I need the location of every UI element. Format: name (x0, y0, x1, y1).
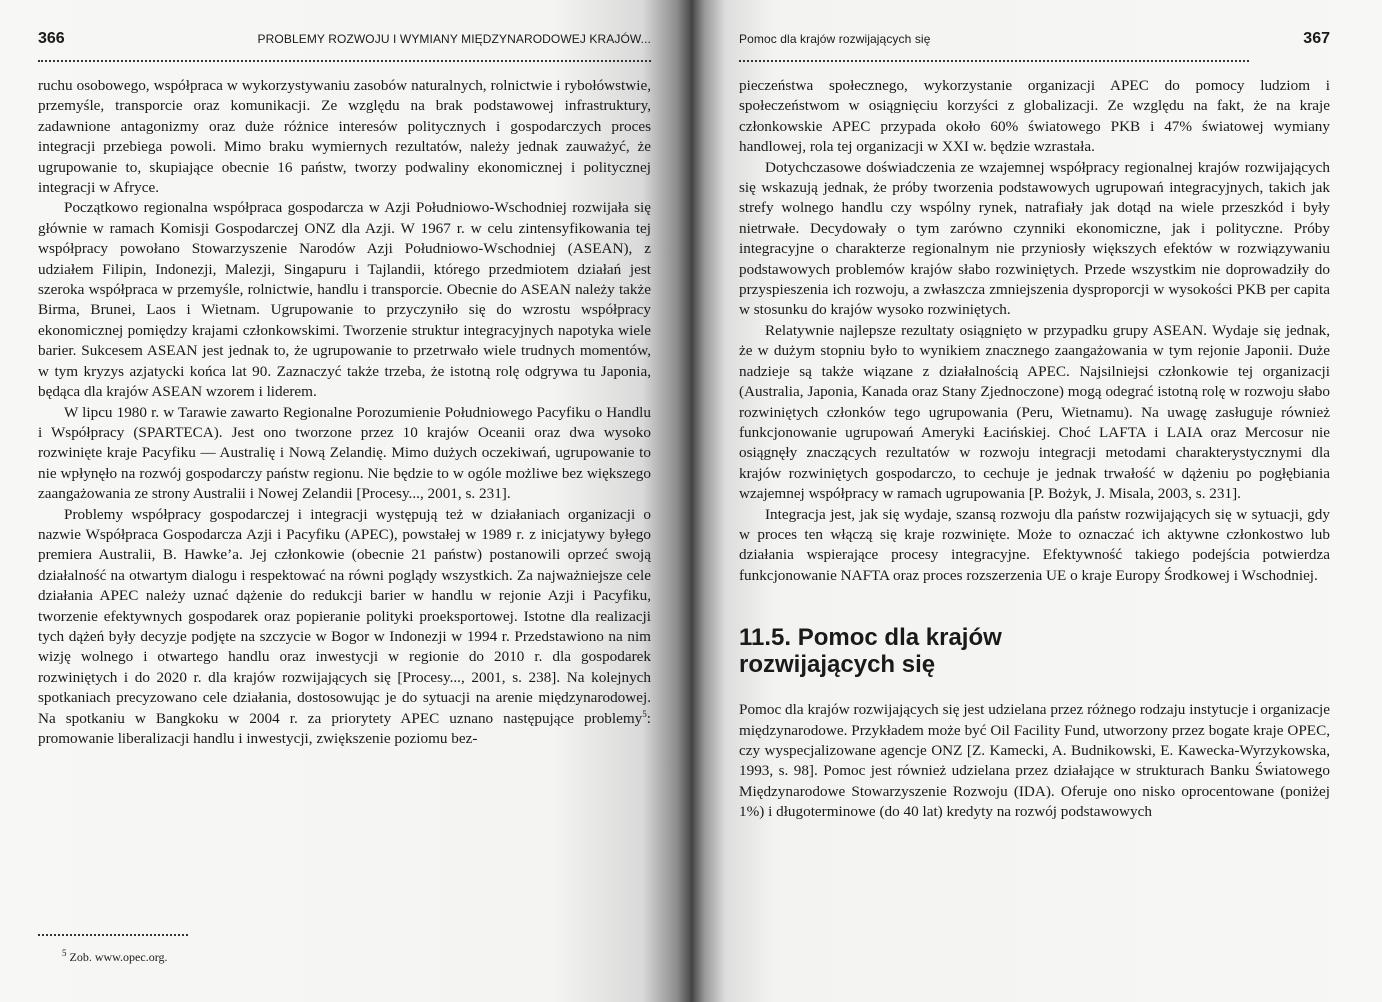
footnote-separator (38, 934, 188, 936)
left-page-number: 366 (38, 30, 65, 47)
right-page-number: 367 (1303, 30, 1330, 47)
footnote-text: Zob. www.opec.org. (69, 950, 168, 964)
paragraph: pieczeństwa społecznego, wykorzystanie organizacji APEC do pomocy ludziom i społeczeństwom w osiągnięciu korzyści z globalizacji. Ze względu na fakt, że na kraje członkowskie APEC przypada około 60% światowego PKB i 47% światowej wymiany handlowej, rola tej organizacji w XXI w. będzie wzrastała. (739, 77, 1330, 156)
paragraph: Integracja jest, jak się wydaje, szansą rozwoju dla państw rozwijających się w sytuacji, gdy w proces ten włączą się kraje rozwinięte. Może to oznaczać ich aktywne członkostwo lub działania wspierające procesy integracyjne. Efektywność takiego podejścia potwierdza funkcjonowanie NAFTA oraz proces rozszerzenia UE o kraje Europy Środkowej i Wschodniej. (739, 505, 1330, 584)
right-running-head: Pomoc dla krajów rozwijających się (739, 32, 931, 46)
right-body-text (739, 76, 1330, 823)
left-header (38, 30, 651, 54)
section-heading (739, 624, 1330, 678)
left-running-head: PROBLEMY ROZWOJU I WYMIANY MIĘDZYNARODOWEJ KRAJÓW... (257, 32, 651, 46)
paragraph-text: Problemy współpracy gospodarczej i integracji występują też w działaniach organizacji o nazwie Współpraca Gospodarcza Azji i Pacyfiku (APEC), powstałej w 1989 r. z inicjatywy byłego premiera Australii, B. Hawke’a. Jej członkowie (obecnie 21 państw) postanowili oprzeć swoją działalność na otwartym dialogu i respektować na równi poglądy wszystkich. Za najważniejsze cele działania APEC należy uznać dążenie do redukcji barier w handlu w rejonie Azji i Pacyfiku, tworzenie efektywnych gospodarek oraz popieranie polityki proeksportowej. Istotne dla realizacji tych dążeń były decyzje podjęte na szczycie w Bogor w Indonezji w 1994 r. Przedstawiono na nim wizję wolnego i otwartego handlu oraz inwestycji w regionie do 2010 r. dla gospodarek rozwiniętych i do 2020 r. dla krajów rozwijających się [Procesy..., 2001, s. 238]. Na kolejnych spotkaniach precyzowano cele działania, dostosowując je do sytuacji na arenie międzynarodowej. Na spotkaniu w Bangkoku w 2004 r. za priorytety APEC uznano następujące problemy (38, 505, 651, 727)
footnote-ref: 5 (642, 708, 647, 719)
section-number: 11.5. (739, 624, 792, 652)
header-dotted-rule (739, 56, 1249, 62)
right-page (691, 0, 1382, 1002)
left-body-text (38, 76, 651, 749)
paragraph: Początkowo regionalna współpraca gospodarcza w Azji Południowo-Wschodniej rozwijała się głównie w ramach Komisji Gospodarczej ONZ dla Azji. W 1967 r. w celu zintensyfikowania tej współpracy powołano Stowarzyszenie Narodów Azji Południowo-Wschodniej (ASEAN), z udziałem Filipin, Indonezji, Malezji, Singapuru i Tajlandii, którego przedmiotem działań jest szeroka współpraca w przemyśle, rolnictwie, handlu i transporcie. Obecnie do ASEAN należy także Birma, Brunei, Laos i Wietnam. Ugrupowanie to przyczyniło się do wzrostu współpracy ekonomicznej pomiędzy krajami członkowskimi. Tworzenie struktur integracyjnych napotyka wiele barier. Sukcesem ASEAN jest jednak to, że ugrupowanie to przetrwało wiele trudnych momentów, w tym kryzys azjatycki końca lat 90. Zaznaczyć także trzeba, że istotną rolę odgrywa tu Japonia, będąca dla krajów ASEAN wzorem i liderem. (38, 199, 651, 401)
footnote-number: 5 (62, 948, 67, 958)
paragraph: ruchu osobowego, współpraca w wykorzystywaniu zasobów naturalnych, rolnictwie i rybołówstwie, przemyśle, transporcie oraz komunikacji. Ze względu na brak podstawowej infrastruktury, zadawnione antagonizmy oraz duże różnice interesów politycznych i gospodarczych proces integracji przebiega powoli. Mimo braku wymiernych rezultatów, należy jednak zauważyć, że ugrupowanie to, skupiające obecnie 16 państw, tworzy podwaliny ekonomicznej i politycznej integracji w Afryce. (38, 77, 651, 197)
paragraph (38, 505, 651, 750)
paragraph-tail: : promowanie liberalizacji handlu i inwestycji, zwiększenie poziomu bez- (38, 709, 651, 747)
paragraph: Relatywnie najlepsze rezultaty osiągnięto w przypadku grupy ASEAN. Wydaje się jednak, że w dużym stopniu było to wynikiem znacznego zaangażowania w tym rejonie Japonii. Duże nadzieje są także wiązane z działalnością APEC. Najsilniejsi członkowie tej organizacji (Australia, Japonia, Kanada oraz Stany Zjednoczone) mogą odegrać istotną rolę w rozwoju słabo rozwiniętych członków tego ugrupowania (Peru, Wietnamu). Na uwagę zasługuje również funkcjonowanie ugrupowań Ameryki Łacińskiej. Choć LAFTA i LAIA oraz Mercosur nie osiągnęły znaczących rezultatów w rozwoju integracji metodami charakterystycznymi dla krajów rozwiniętych gospodarczo, to cechuje je jednak trwałość w dążeniu po pogłębiania wzajemnej współpracy w ramach ugrupowania [P. Bożyk, J. Misala, 2003, s. 231]. (739, 321, 1330, 503)
paragraph: Pomoc dla krajów rozwijających się jest udzielana przez różnego rodzaju instytucje i organizacje międzynarodowe. Przykładem może być Oil Facility Fund, utworzony przez bogate kraje OPEC, czy wyspecjalizowane agencje ONZ [Z. Kamecki, A. Budnikowski, E. Kawecka-Wyrzykowska, 1993, s. 98]. Pomoc jest również udzielana przez działające w strukturach Banku Światowego Międzynarodowe Stowarzyszenie Rozwoju (IDA). Oferuje ono nisko oprocentowane (poniżej 1%) i długoterminowe (do 40 lat) kredyty na rozwój podstawowych (739, 701, 1330, 821)
header-dotted-rule (38, 56, 651, 62)
footnote (62, 950, 167, 965)
section-title-line2: rozwijających się (739, 651, 936, 679)
paragraph: W lipcu 1980 r. w Tarawie zawarto Regionalne Porozumienie Południowego Pacyfiku o Handlu i Współpracy (SPARTECA). Jest ono tworzone przez 10 krajów Oceanii oraz dwa wysoko rozwinięte kraje Pacyfiku — Australię i Nową Zelandię. Mimo dużych oczekiwań, ugrupowanie to nie wpłynęło na rozwój gospodarczy państw regionu. Nie będzie to w ogóle możliwe bez większego zaangażowania ze strony Australii i Nowej Zelandii [Procesy..., 2001, s. 231]. (38, 403, 651, 503)
right-header (739, 30, 1330, 54)
section-heading-line1 (739, 624, 1330, 651)
paragraph: Dotychczasowe doświadczenia ze wzajemnej współpracy regionalnej krajów rozwijających się wskazują jednak, że próby tworzenia podstawowych ugrupowań integracyjnych, takich jak strefy wolnego handlu czy wspólny rynek, natrafiały jak dotąd na wiele przeszkód i były nietrwałe. Decydowały o tym zarówno czynniki ekonomiczne, jak i polityczne. Próby integracyjne o charakterze regionalnym nie przyniosły większych efektów w rozwiązywaniu podstawowych problemów krajów słabo rozwiniętych. Przede wszystkim nie doprowadziły do przyspieszenia ich rozwoju, a zwłaszcza zmniejszenia dysproporcji w wysokości PKB per capita w stosunku do krajów wysoko rozwiniętych. (739, 158, 1330, 319)
section-title-line1: Pomoc dla krajów (797, 624, 1002, 652)
